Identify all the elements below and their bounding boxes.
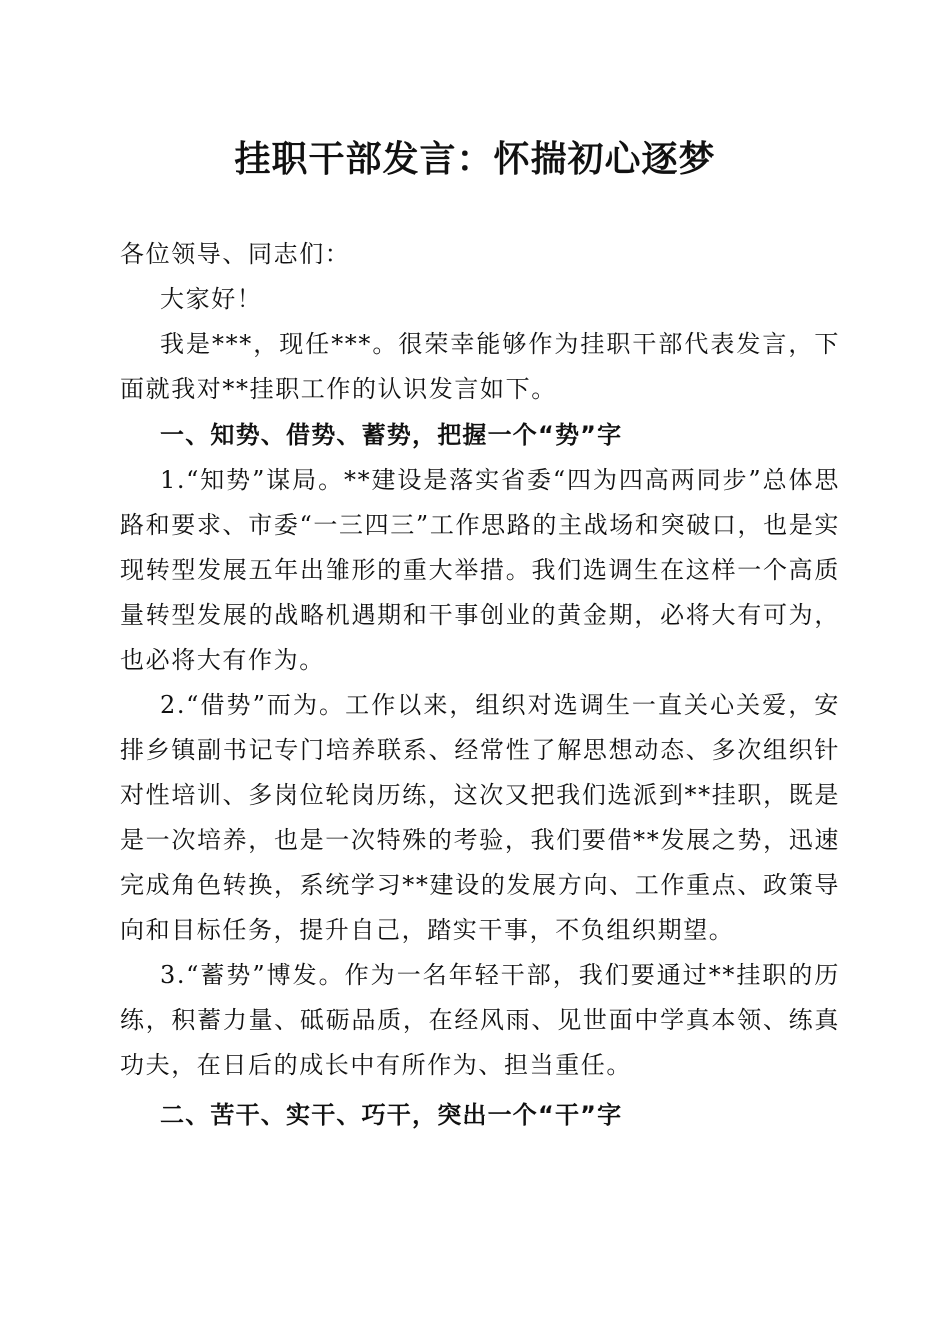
document-title: 挂职干部发言：怀揣初心逐梦 <box>234 138 716 180</box>
point-3-paragraph: 3.“蓄势”博发。作为一名年轻干部，我们要通过**挂职的历练，积蓄力量、砥砺品质，在经风雨、见世面中学真本领、练真功夫，在日后的成长中有所作为、担当重任。 <box>120 961 840 1079</box>
hello-paragraph: 大家好！ <box>160 285 263 313</box>
section-1-heading: 一、知势、借势、蓄势，把握一个“势”字 <box>160 421 623 449</box>
greeting-paragraph: 各位领导、同志们： <box>120 240 351 268</box>
intro-paragraph: 我是***，现任***。很荣幸能够作为挂职干部代表发言，下面就我对**挂职工作的认识发言如下。 <box>120 330 840 403</box>
point-1-paragraph: 1.“知势”谋局。**建设是落实省委“四为四高两同步”总体思路和要求、市委“一三四三”工作思路的主战场和突破口，也是实现转型发展五年出雏形的重大举措。我们选调生在这样一个高质量转型发展的战略机遇期和干事创业的黄金期，必将大有可为，也必将大有作为。 <box>120 466 840 674</box>
section-2-heading: 二、苦干、实干、巧干，突出一个“干”字 <box>160 1101 623 1129</box>
document-body <box>120 232 840 1138</box>
point-2-paragraph: 2.“借势”而为。工作以来，组织对选调生一直关心关爱，安排乡镇副书记专门培养联系、经常性了解思想动态、多次组织针对性培训、多岗位轮岗历练，这次又把我们选派到**挂职，既是是一次培养，也是一次特殊的考验，我们要借**发展之势，迅速完成角色转换，系统学习**建设的发展方向、工作重点、政策导向和目标任务，提升自己，踏实干事，不负组织期望。 <box>120 691 840 944</box>
